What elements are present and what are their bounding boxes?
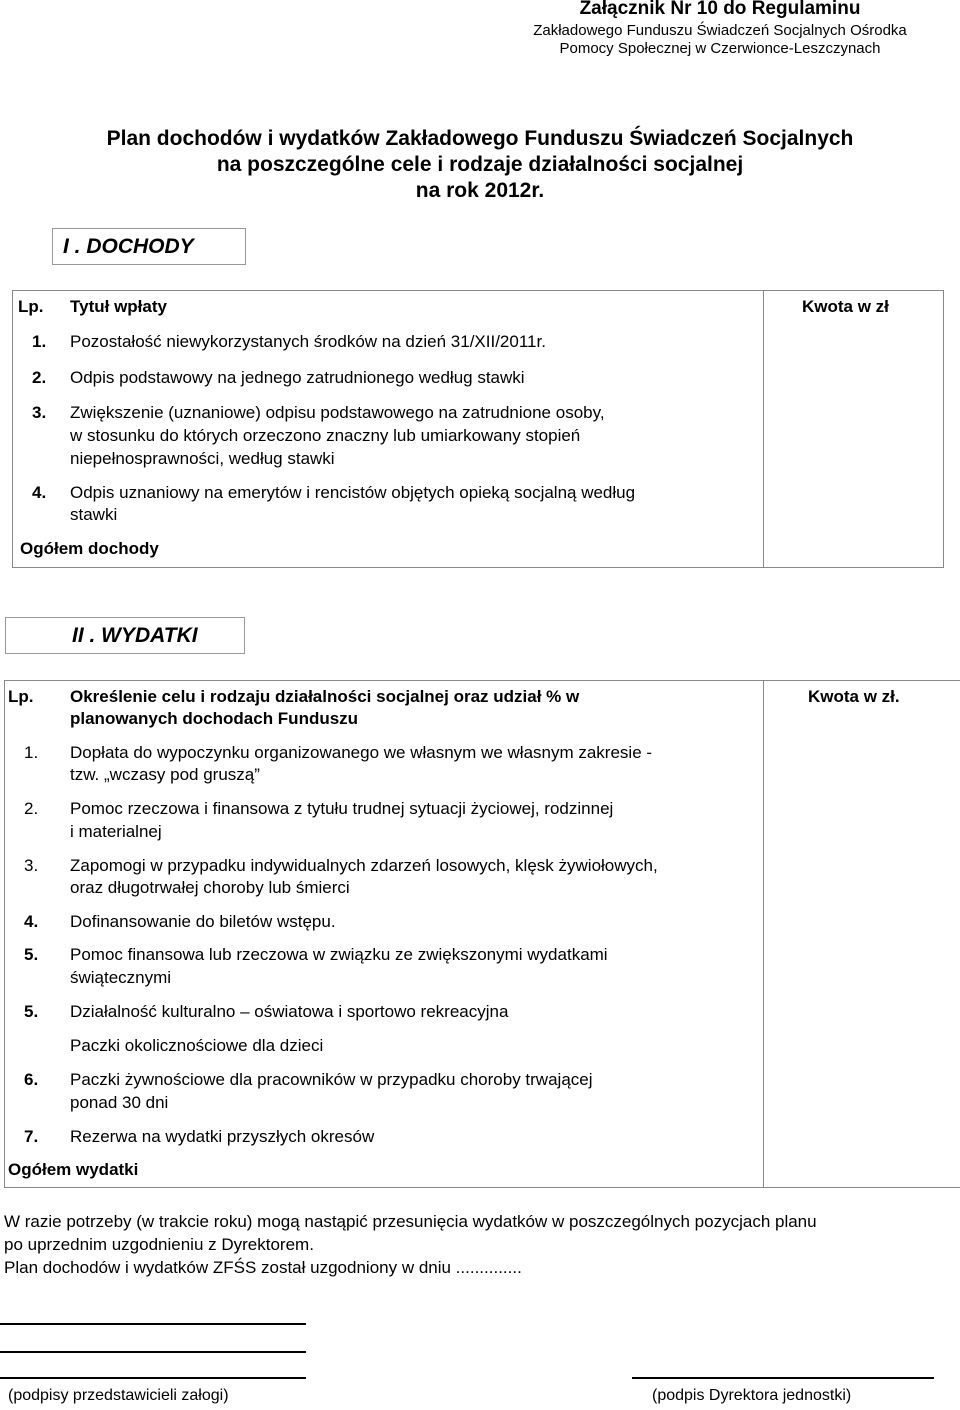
- footer-paragraph-line3: Plan dochodów i wydatków ZFŚS został uzgodniony w dniu ..............: [4, 1258, 522, 1277]
- expenses-row-6-lp: 5.: [24, 1002, 39, 1021]
- expenses-col-title-line1: Określenie celu i rodzaju działalności socjalnej oraz udział % w: [70, 687, 580, 706]
- expenses-row-8-lp: 7.: [24, 1127, 39, 1146]
- income-row-4-line1: Odpis uznaniowy na emerytów i rencistów objętych opieką socjalną według: [70, 483, 636, 502]
- expenses-row-1-line1: Dopłata do wypoczynku organizowanego we własnym we własnym zakresie -: [70, 743, 653, 762]
- income-row-2-text: Odpis podstawowy na jednego zatrudnionego według stawki: [70, 368, 525, 387]
- income-row-3-line1: Zwiększenie (uznaniowe) odpisu podstawowego na zatrudnione osoby,: [70, 403, 605, 422]
- signature-line-2: [0, 1351, 306, 1353]
- expenses-row-4-lp: 4.: [24, 912, 39, 931]
- income-row-1-lp: 1.: [32, 332, 47, 351]
- expenses-row-8-line1: Rezerwa na wydatki przyszłych okresów: [70, 1127, 375, 1146]
- expenses-row-5-lp: 5.: [24, 945, 39, 964]
- expenses-total-label: Ogółem wydatki: [8, 1160, 139, 1179]
- document-title-line1: Plan dochodów i wydatków Zakładowego Funduszu Świadczeń Socjalnych: [106, 127, 854, 150]
- expenses-row-7-lp: 6.: [24, 1070, 39, 1089]
- income-col-amount: Kwota w zł: [802, 297, 889, 316]
- document-title-line2: na poszczególne cele i rodzaje działalności socjalnej: [216, 153, 744, 176]
- income-col-lp: Lp.: [18, 297, 44, 316]
- expenses-row-2-line2: i materialnej: [70, 822, 162, 841]
- expenses-section-label: [5, 617, 245, 654]
- expenses-col-title-line2: planowanych dochodach Funduszu: [70, 709, 359, 728]
- expenses-row-6b-line1: Paczki okolicznościowe dla dzieci: [70, 1036, 324, 1055]
- expenses-row-7-line2: ponad 30 dni: [70, 1093, 169, 1112]
- income-row-1-text: Pozostałość niewykorzystanych środków na dzień 31/XII/2011r.: [70, 332, 546, 351]
- signature-label-director: (podpis Dyrektora jednostki): [652, 1387, 852, 1404]
- expenses-row-3-lp: 3.: [24, 856, 39, 875]
- income-col-title: Tytuł wpłaty: [70, 297, 167, 316]
- attachment-title: Załącznik Nr 10 do Regulaminu: [579, 0, 861, 19]
- document-title-line3: na rok 2012r.: [415, 179, 545, 202]
- footer-paragraph-line1: W razie potrzeby (w trakcie roku) mogą nastąpić przesunięcia wydatków w poszczególnych pozycjach planu: [4, 1212, 817, 1231]
- income-row-3-lp: 3.: [32, 403, 47, 422]
- income-row-3-line2: w stosunku do których orzeczono znaczny lub umiarkowany stopień: [70, 426, 581, 445]
- expenses-row-1-line2: tzw. „wczasy pod gruszą”: [70, 765, 260, 784]
- income-row-4-lp: 4.: [32, 483, 47, 502]
- expenses-row-5-line2: świątecznymi: [70, 968, 172, 987]
- income-table-column-divider: [763, 291, 764, 567]
- income-total-label: Ogółem dochody: [20, 539, 159, 558]
- footer-paragraph-line2: po uprzednim uzgodnieniu z Dyrektorem.: [4, 1235, 314, 1254]
- expenses-row-4-line1: Dofinansowanie do biletów wstępu.: [70, 912, 336, 931]
- income-section-text: I . DOCHODY: [63, 234, 194, 258]
- attachment-subtitle-line2: Pomocy Społecznej w Czerwionce-Leszczynach: [559, 40, 881, 57]
- expenses-row-3-line2: oraz długotrwałej choroby lub śmierci: [70, 878, 350, 897]
- signature-line-1: [0, 1323, 306, 1325]
- expenses-row-7-line1: Paczki żywnościowe dla pracowników w przypadku choroby trwającej: [70, 1070, 593, 1089]
- expenses-row-5-line1: Pomoc finansowa lub rzeczowa w związku ze zwiększonymi wydatkami: [70, 945, 608, 964]
- expenses-row-2-lp: 2.: [24, 799, 39, 818]
- signature-line-director: [632, 1377, 934, 1379]
- expenses-col-amount: Kwota w zł.: [808, 687, 900, 706]
- income-row-3-line3: niepełnosprawności, według stawki: [70, 449, 335, 468]
- income-section-label: [52, 228, 246, 265]
- expenses-row-3-line1: Zapomogi w przypadku indywidualnych zdarzeń losowych, klęsk żywiołowych,: [70, 856, 658, 875]
- expenses-section-text: II . WYDATKI: [72, 623, 198, 647]
- expenses-col-lp: Lp.: [8, 687, 34, 706]
- signature-line-3: [0, 1377, 306, 1379]
- attachment-subtitle-line1: Zakładowego Funduszu Świadczeń Socjalnych Ośrodka: [533, 22, 907, 39]
- expenses-row-6-line1: Działalność kulturalno – oświatowa i sportowo rekreacyjna: [70, 1002, 509, 1021]
- expenses-row-1-lp: 1.: [24, 743, 39, 762]
- income-row-4-line2: stawki: [70, 505, 118, 524]
- expenses-row-2-line1: Pomoc rzeczowa i finansowa z tytułu trudnej sytuacji życiowej, rodzinnej: [70, 799, 614, 818]
- signature-label-staff: (podpisy przedstawicieli załogi): [8, 1387, 229, 1404]
- expenses-table-column-divider: [763, 681, 764, 1187]
- income-row-2-lp: 2.: [32, 368, 47, 387]
